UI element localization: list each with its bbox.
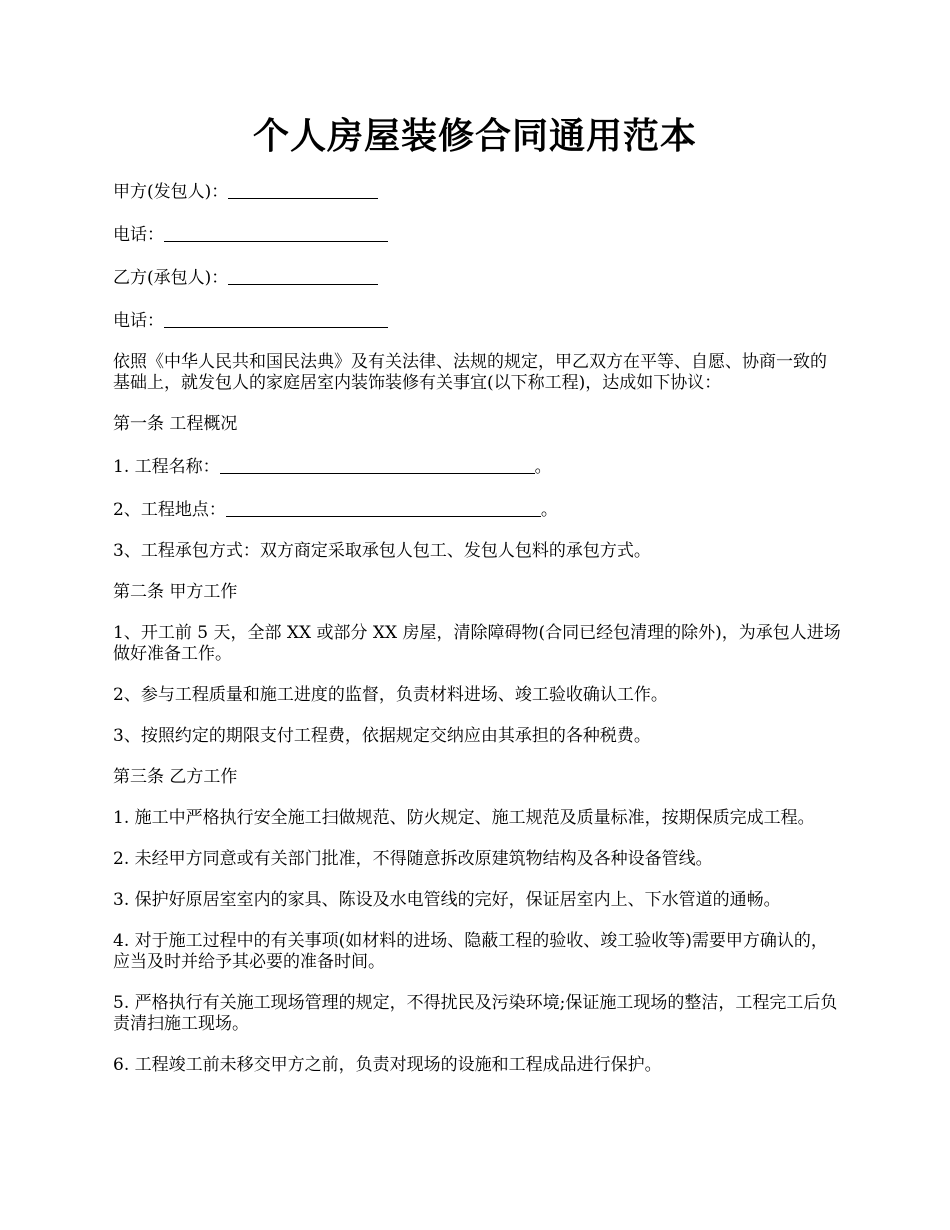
party-b-blank bbox=[228, 268, 378, 285]
project-name-line bbox=[113, 455, 841, 478]
article3-heading: 第三条 乙方工作 bbox=[113, 767, 238, 787]
phone-b-blank bbox=[164, 311, 388, 328]
article2-item-3: 3、按照约定的期限支付工程费，依据规定交纳应由其承担的各种税费。 bbox=[113, 726, 651, 746]
article3-item-6: 6. 工程竣工前未移交甲方之前，负责对现场的设施和工程成品进行保护。 bbox=[113, 1055, 662, 1075]
project-location-label: 2、工程地点： bbox=[113, 500, 226, 520]
party-b-label: 乙方(承包人)： bbox=[113, 268, 229, 288]
intro-paragraph: 依照《中华人民共和国民法典》及有关法律、法规的规定，甲乙双方在平等、自愿、协商一致的基础上，就发包人的家庭居室内装饰装修有关事宜(以下称工程)，达成如下协议： bbox=[113, 352, 827, 393]
phone-a-label: 电话： bbox=[113, 225, 164, 245]
phone-b-label: 电话： bbox=[113, 311, 164, 331]
project-name-label: 1. 工程名称： bbox=[113, 457, 220, 477]
phone-a-blank bbox=[164, 225, 388, 242]
project-name-end: 。 bbox=[534, 457, 552, 477]
article3-item-3: 3. 保护好原居室室内的家具、陈设及水电管线的完好，保证居室内上、下水管道的通畅。 bbox=[113, 890, 781, 910]
article2-item-1: 1、开工前 5 天，全部 XX 或部分 XX 房屋，清除障碍物(合同已经包清理的除外)，为承包人进场做好准备工作。 bbox=[113, 623, 841, 664]
phone-a-line bbox=[113, 223, 841, 246]
document-title: 个人房屋装修合同通用范本 bbox=[252, 115, 697, 157]
article3-item-1: 1. 施工中严格执行安全施工扫做规范、防火规定、施工规范及质量标准，按期保质完成工程。 bbox=[113, 808, 815, 828]
article2-item-2: 2、参与工程质量和施工进度的监督，负责材料进场、竣工验收确认工作。 bbox=[113, 685, 668, 705]
party-a-line bbox=[113, 180, 841, 203]
document-body bbox=[113, 180, 841, 1096]
project-location-line bbox=[113, 498, 841, 521]
project-location-blank bbox=[226, 500, 541, 517]
project-name-blank bbox=[220, 457, 535, 474]
party-a-label: 甲方(发包人)： bbox=[113, 182, 229, 202]
article1-heading: 第一条 工程概况 bbox=[113, 414, 238, 434]
project-location-end: 。 bbox=[540, 500, 558, 520]
party-b-line bbox=[113, 266, 841, 289]
phone-b-line bbox=[113, 309, 841, 332]
contract-method-paragraph: 3、工程承包方式：双方商定采取承包人包工、发包人包料的承包方式。 bbox=[113, 541, 651, 561]
article3-item-4: 4. 对于施工过程中的有关事项(如材料的进场、隐蔽工程的验收、竣工验收等)需要甲方确认的，应当及时并给予其必要的准备时间。 bbox=[113, 931, 828, 972]
article2-heading: 第二条 甲方工作 bbox=[113, 582, 238, 602]
article3-item-5: 5. 严格执行有关施工现场管理的规定，不得扰民及污染环境;保证施工现场的整洁，工程完工后负责清扫施工现场。 bbox=[113, 993, 838, 1034]
party-a-blank bbox=[228, 182, 378, 199]
article3-item-2: 2. 未经甲方同意或有关部门批准，不得随意拆改原建筑物结构及各种设备管线。 bbox=[113, 849, 713, 869]
